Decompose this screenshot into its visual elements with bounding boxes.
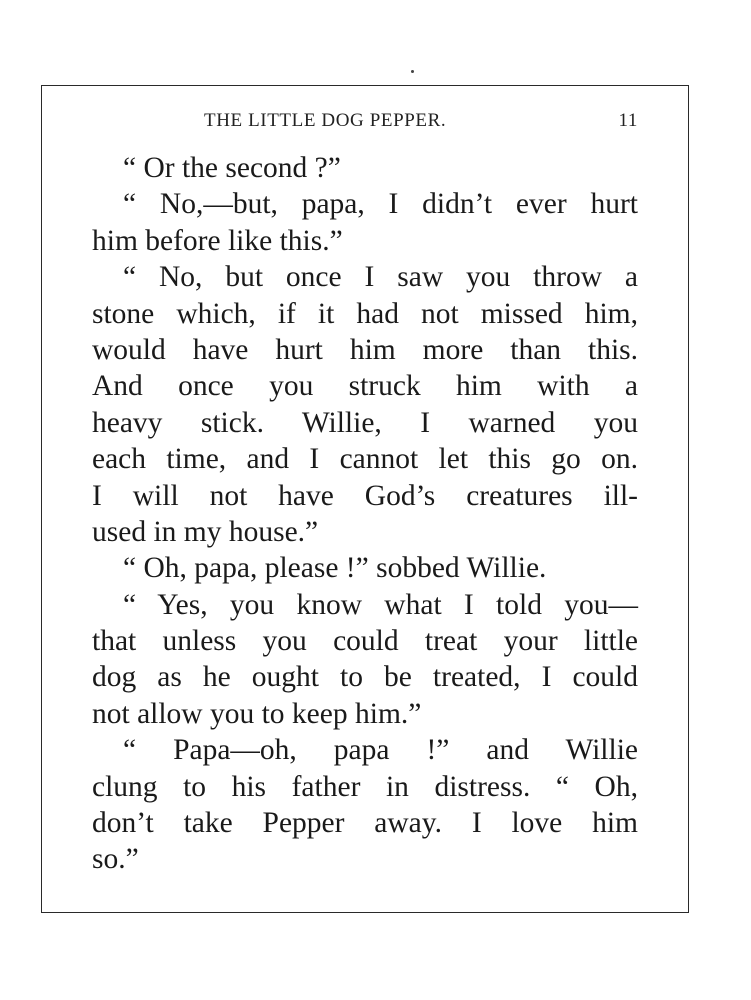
text-line: not allow you to keep him.” (92, 697, 422, 730)
text-line: each time, and I cannot let this go on. (92, 443, 638, 476)
text-line: clung to his father in distress. “ Oh, (92, 770, 638, 803)
text-line: him before like this.” (92, 224, 343, 257)
running-head (204, 110, 638, 134)
text-line: heavy stick. Willie, I warned you (92, 406, 638, 439)
page-number: 11 (618, 110, 638, 131)
text-line: used in my house.” (92, 515, 319, 548)
text-line: that unless you could treat your little (92, 625, 638, 658)
text-line: “ Yes, you know what I told you— (123, 588, 638, 621)
text-line: “ Papa—oh, papa !” and Willie (123, 734, 638, 767)
text-line: “ Oh, papa, please !” sobbed Willie. (123, 552, 547, 585)
text-line: would have hurt him more than this. (92, 333, 638, 366)
text-line: dog as he ought to be treated, I could (92, 661, 638, 694)
text-line: stone which, if it had not missed him, (92, 297, 638, 330)
text-line: “ No, but once I saw you throw a (123, 261, 638, 294)
text-line: so.” (92, 843, 139, 876)
text-line: “ No,—but, papa, I didn’t ever hurt (123, 188, 638, 221)
text-line: I will not have God’s creatures ill- (92, 479, 638, 512)
running-title: THE LITTLE DOG PEPPER. (204, 110, 447, 131)
text-line: And once you struck him with a (92, 370, 638, 403)
text-line: don’t take Pepper away. I love him (92, 807, 638, 840)
print-speck (411, 70, 414, 73)
body-text (92, 150, 638, 878)
text-line: “ Or the second ?” (123, 152, 341, 184)
